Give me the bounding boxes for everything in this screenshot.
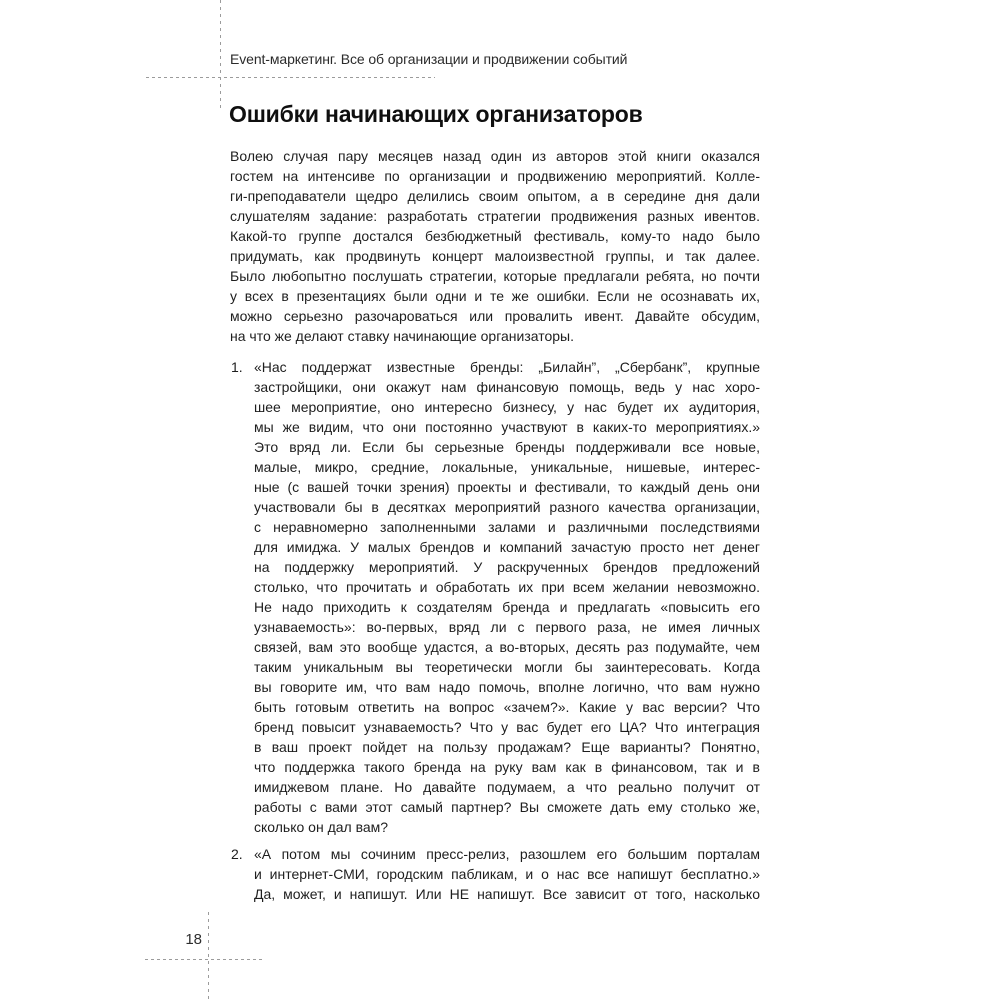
- text-line: бренд повысит узнаваемость? Что у вас будет его ЦА? Что интеграция: [254, 719, 760, 735]
- text-line: Волею случая пару месяцев назад один из авторов этой книги оказался: [230, 148, 760, 164]
- text-line: имиджевом плане. Но давайте подумаем, а что реально получит от: [254, 779, 760, 795]
- text-line: таким уникальным вы теоретически могли бы заинтересовать. Когда: [254, 659, 760, 675]
- text-line: слушателям задание: разработать стратегии продвижения разных ивентов.: [230, 208, 760, 224]
- list-item-1: [230, 357, 760, 837]
- text-line: ные (с вашей точки зрения) проекты и фестивали, то каждый день они: [254, 479, 760, 495]
- text-line: малые, микро, средние, локальные, уникальные, нишевые, интерес-: [254, 459, 760, 475]
- text-line: Не надо приходить к создателям бренда и предлагать «повысить его: [254, 599, 760, 615]
- text-line: быть готовым ответить на вопрос «зачем?». Какие у вас версии? Что: [254, 699, 760, 715]
- running-header: Event-маркетинг. Все об организации и продвижении событий: [230, 51, 628, 67]
- chapter-title: Ошибки начинающих организаторов: [229, 101, 643, 127]
- text-line: «Нас поддержат известные бренды: „Билайн”, „Сбербанк”, крупные: [254, 359, 760, 375]
- list-item-2-marker: 2.: [231, 846, 243, 862]
- text-line: мы же видим, что они постоянно участвуют в каких-то мероприятиях.»: [254, 419, 760, 435]
- text-line: ги-преподаватели щедро делились своим опытом, а в середине дня дали: [230, 188, 760, 204]
- text-line: Было любопытно послушать стратегии, которые предлагали ребята, но почти: [230, 268, 760, 284]
- crop-mark-horizontal-top: [146, 77, 435, 78]
- text-line: шее мероприятие, оно интересно бизнесу, у нас будет их аудитория,: [254, 399, 760, 415]
- text-line: для имиджа. У малых брендов и компаний зачастую просто нет денег: [254, 539, 760, 555]
- text-line: сколько он дал вам?: [254, 819, 389, 835]
- text-line: застройщики, они окажут нам финансовую помощь, ведь у нас хоро-: [254, 379, 760, 395]
- list-item-2: [230, 844, 760, 904]
- text-line: в ваш проект пойдет на пользу продажам? Еще варианты? Понятно,: [254, 739, 760, 755]
- crop-mark-vertical-bottom: [208, 912, 209, 1000]
- intro-paragraph: [230, 146, 760, 346]
- text-line: на поддержку мероприятий. У раскрученных брендов предложений: [254, 559, 760, 575]
- text-line: и интернет-СМИ, городским пабликам, и о нас все напишут бесплатно.»: [254, 866, 760, 882]
- list-item-1-marker: 1.: [231, 359, 243, 375]
- text-line: Да, может, и напишут. Или НЕ напишут. Все зависит от того, насколько: [254, 886, 760, 902]
- crop-mark-horizontal-bottom: [145, 959, 262, 960]
- text-line: работы с вами этот самый партнер? Вы сможете дать ему столько же,: [254, 799, 760, 815]
- text-line: Какой-то группе достался безбюджетный фестиваль, кому-то надо было: [230, 228, 760, 244]
- text-line: у всех в презентациях были одни и те же ошибки. Если не осознавать их,: [230, 288, 760, 304]
- list-item-2-text: [254, 844, 760, 904]
- crop-mark-vertical-top: [220, 0, 221, 108]
- text-line: можно серьезно разочароваться или провалить ивент. Давайте обсудим,: [230, 308, 760, 324]
- text-line: с неравномерно заполненными залами и различными последствиями: [254, 519, 760, 535]
- text-line: связей, вам это вообще удастся, а во-вторых, десять раз подумайте, чем: [254, 639, 760, 655]
- text-line: «А потом мы сочиним пресс-релиз, разошлем его большим порталам: [254, 846, 760, 862]
- text-line: что поддержка такого бренда на руку вам как в финансовом, так и в: [254, 759, 760, 775]
- text-line: участвовали бы в десятках мероприятий разного качества организации,: [254, 499, 760, 515]
- text-line: на что же делают ставку начинающие организаторы.: [230, 328, 575, 344]
- list-item-1-text: [254, 357, 760, 837]
- page-number: 18: [185, 931, 202, 948]
- text-line: столько, что прочитать и обработать их при всем желании невозможно.: [254, 579, 760, 595]
- text-line: гостем на интенсиве по организации и продвижению мероприятий. Колле-: [230, 168, 760, 184]
- text-line: придумать, как продвинуть концерт малоизвестной группы, и так далее.: [230, 248, 760, 264]
- text-line: Это вряд ли. Если бы серьезные бренды поддерживали все новые,: [254, 439, 760, 455]
- text-line: узнаваемость»: во-первых, вряд ли с первого раза, не имея личных: [254, 619, 760, 635]
- text-line: вы говорите им, что вам надо помочь, вполне логично, что вам нужно: [254, 679, 760, 695]
